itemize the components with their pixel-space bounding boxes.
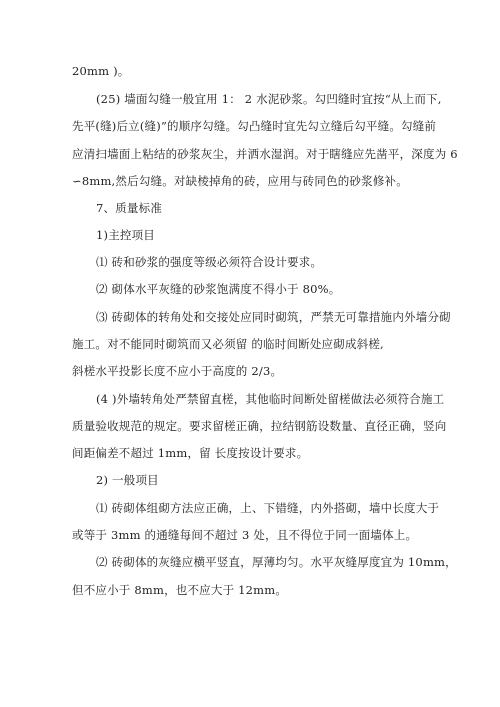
list-item: ⑴ 砖砌体组砌方法应正确，上、下错缝，内外搭砌，墙中长度大于 <box>96 501 440 515</box>
list-item: (4 )外墙转角处严禁留直槎，其他临时间断处留槎做法必须符合施工 <box>96 392 445 406</box>
text-line: 斜槎水平投影长度不应小于高度的 2/3。 <box>72 364 283 378</box>
text-line-item-25: (25) 墙面勾缝一般宜用 1： 2 水泥砂浆。勾凹缝时宜按“从上而下, <box>96 92 442 106</box>
subsection-heading: 1)主控项目 <box>96 228 156 242</box>
text-line: 间距偏差不超过 1mm，留 长度按设计要求。 <box>72 446 309 460</box>
section-heading: 7、质量标准 <box>96 201 163 215</box>
text-line: ∽8mm,然后勾缝。对缺棱掉角的砖，应用与砖同色的砂浆修补。 <box>72 174 408 188</box>
text-line: 应清扫墙面上粘结的砂浆灰尘，并洒水湿润。对于瞎缝应先凿平，深度为 6 <box>72 147 458 161</box>
list-item: ⑶ 砖砌体的转角处和交接处应同时砌筑，严禁无可靠措施内外墙分砌 <box>96 310 451 324</box>
text-line: 先平(缝)后立(缝)”的顺序勾缝。勾凸缝时宜先勾立缝后勾平缝。勾缝前 <box>72 119 437 133</box>
list-item: ⑴ 砖和砂浆的强度等级必须符合设计要求。 <box>96 255 323 269</box>
text-line: 但不应小于 8mm，也不应大于 12mm。 <box>72 583 288 597</box>
list-item: ⑵ 砌体水平灰缝的砂浆饱满度不得小于 80%。 <box>96 282 341 296</box>
text-line-continuation: 20mm )。 <box>72 64 130 78</box>
text-line: 施工。对不能同时砌筑而又必须留 的临时间断处应砌成斜槎, <box>72 337 384 351</box>
text-line: 或等于 3mm 的通缝每间不超过 3 处，且不得位于同一面墙体上。 <box>72 528 418 542</box>
list-item: ⑵ 砖砌体的灰缝应横平竖直，厚薄均匀。水平灰缝厚度宜为 10mm， <box>96 555 457 569</box>
subsection-heading: 2) 一般项目 <box>96 473 159 487</box>
text-line: 质量验收规范的规定。要求留槎正确，拉结钢筋设数量、直径正确，竖向 <box>72 419 447 433</box>
